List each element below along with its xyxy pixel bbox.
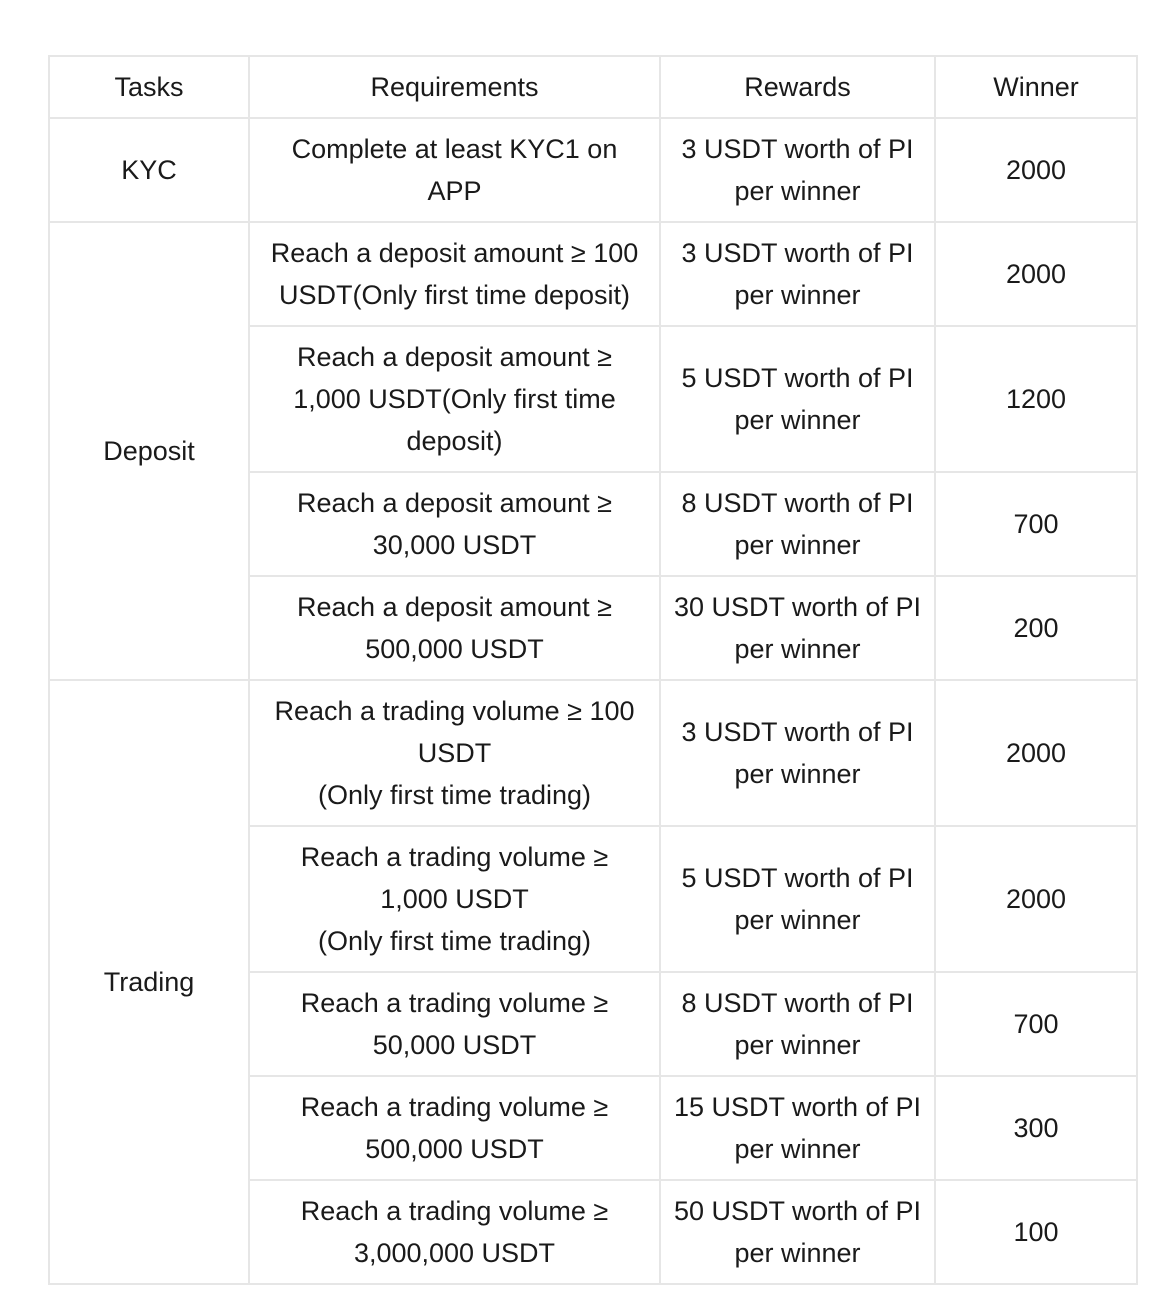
reward-cell: 5 USDT worth of PI per winner (660, 326, 935, 472)
table-row (49, 680, 1137, 826)
winner-cell: 200 (935, 576, 1137, 680)
requirement-cell: Reach a trading volume ≥ 100 USDT (Only first time trading) (249, 680, 660, 826)
reward-cell: 3 USDT worth of PI per winner (660, 118, 935, 222)
reward-cell: 5 USDT worth of PI per winner (660, 826, 935, 972)
header-rewards: Rewards (660, 56, 935, 118)
reward-cell: 15 USDT worth of PI per winner (660, 1076, 935, 1180)
reward-cell: 8 USDT worth of PI per winner (660, 472, 935, 576)
winner-cell: 2000 (935, 118, 1137, 222)
table-row (49, 222, 1137, 326)
requirement-cell: Reach a deposit amount ≥ 100 USDT(Only first time deposit) (249, 222, 660, 326)
winner-cell: 700 (935, 972, 1137, 1076)
task-cell-deposit: Deposit (49, 222, 249, 680)
winner-cell: 1200 (935, 326, 1137, 472)
requirement-cell: Reach a trading volume ≥ 500,000 USDT (249, 1076, 660, 1180)
requirement-cell: Reach a trading volume ≥ 3,000,000 USDT (249, 1180, 660, 1284)
header-winner: Winner (935, 56, 1137, 118)
requirement-cell: Reach a trading volume ≥ 1,000 USDT (Only first time trading) (249, 826, 660, 972)
winner-cell: 100 (935, 1180, 1137, 1284)
requirement-cell: Reach a deposit amount ≥ 500,000 USDT (249, 576, 660, 680)
reward-cell: 50 USDT worth of PI per winner (660, 1180, 935, 1284)
table-header (49, 56, 1137, 118)
reward-cell: 3 USDT worth of PI per winner (660, 222, 935, 326)
winner-cell: 2000 (935, 222, 1137, 326)
reward-cell: 3 USDT worth of PI per winner (660, 680, 935, 826)
winner-cell: 300 (935, 1076, 1137, 1180)
task-cell-kyc: KYC (49, 118, 249, 222)
rewards-table (48, 55, 1138, 1285)
reward-cell: 8 USDT worth of PI per winner (660, 972, 935, 1076)
requirement-cell: Reach a trading volume ≥ 50,000 USDT (249, 972, 660, 1076)
header-requirements: Requirements (249, 56, 660, 118)
task-cell-trading: Trading (49, 680, 249, 1284)
winner-cell: 2000 (935, 826, 1137, 972)
table-body (49, 118, 1137, 1284)
requirement-cell: Reach a deposit amount ≥ 1,000 USDT(Only first time deposit) (249, 326, 660, 472)
winner-cell: 700 (935, 472, 1137, 576)
reward-cell: 30 USDT worth of PI per winner (660, 576, 935, 680)
table-row (49, 118, 1137, 222)
requirement-cell: Complete at least KYC1 on APP (249, 118, 660, 222)
header-row (49, 56, 1137, 118)
header-tasks: Tasks (49, 56, 249, 118)
requirement-cell: Reach a deposit amount ≥ 30,000 USDT (249, 472, 660, 576)
winner-cell: 2000 (935, 680, 1137, 826)
